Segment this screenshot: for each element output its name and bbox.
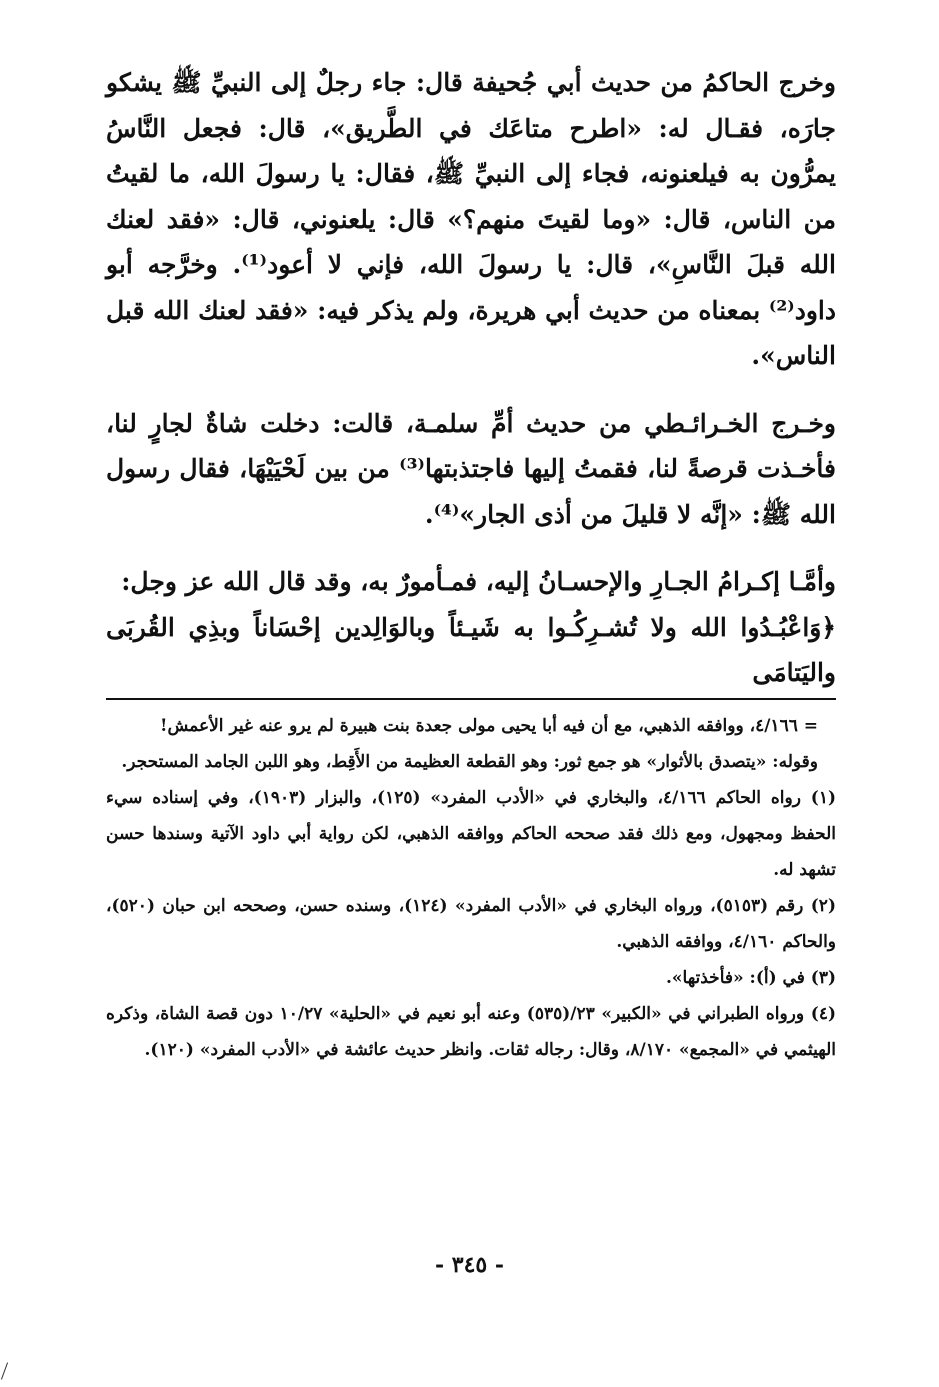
- paragraph-hakim-hadith: وخرج الحاكمُ من حديث أبي جُحيفة قال: جاء رجلٌ إلى النبيِّ ﷺ يشكو جارَه، فقـال له: «اطرح متاعَك في الطَّريق»، قال: فجعل النَّاسُ يمرُّون به فيلعنونه، فجاء إلى النبيِّ ﷺ، فقال: يا رسولَ الله، ما لقيتُ من الناس، قال: «وما لقيتَ منهم؟» قال: يلعنوني، قال: «فقد لعنك الله قبلَ النَّاسِ»، قال: يا رسولَ الله، فإني لا أعود⁽¹⁾. وخرَّجه أبو داود⁽²⁾ بمعناه من حديث أبي هريرة، ولم يذكر فيه: «فقد لعنك الله قبل الناس».: [106, 68, 836, 370]
- paragraph-honoring-neighbor: وأمَّـا إكـرامُ الجـارِ والإحسـانُ إليه، فمـأمورٌ به، وقد قال الله عز وجل:: [121, 567, 836, 596]
- footnote-1: [106, 780, 836, 888]
- footnote-3: [106, 960, 836, 996]
- footnote-continuation: = ٤/١٦٦، ووافقه الذهبي، مع أن فيه أبا يحيى مولى جعدة بنت هبيرة لم يرو عنه غير الأعمش!: [160, 715, 818, 736]
- footnote-marker: (١): [810, 787, 837, 808]
- footnote-marker: (٤): [810, 1003, 836, 1024]
- footnote-continuation-athwar: وقوله: «يتصدق بالأثوار» هو جمع ثور: وهو القطعة العظيمة من الأَقِط، وهو اللبن الجامد المستحجر.: [121, 751, 818, 772]
- footnote-text: في (أ): «فأخذتها».: [665, 967, 805, 988]
- scan-edge-mark: [1, 1362, 8, 1379]
- footnote-text: ورواه الطبراني في «الكبير» ٢٣/(٥٣٥) وعنه أبو نعيم في «الحلية» ١٠/٢٧ دون قصة الشاة، وذكره الهيثمي في «المجمع» ٨/١٧٠، وقال: رجاله ثقات. وانظر حديث عائشة في «الأدب المفرد» (١٢٠).: [106, 1003, 836, 1060]
- footnote-marker: (٢): [810, 895, 836, 916]
- footnote-4: [106, 996, 836, 1068]
- paragraph-kharaiti-hadith: وخـرج الخـرائـطي من حديث أمِّ سلمـة، قالت: دخلت شاةٌ لجارٍ لنا، فأخـذت قرصةً لنا، فقمتُ إليها فاجتذبتها⁽³⁾ من بين لَحْيَيْهَا، فقال رسول الله ﷺ: «إنَّه لا قليلَ من أذى الجار»⁽⁴⁾.: [106, 408, 836, 529]
- footnote-text: رواه الحاكم ٤/١٦٦، والبخاري في «الأدب المفرد» (١٢٥)، والبزار (١٩٠٣)، وفي إسناده سيء الحفظ ومجهول، ومع ذلك فقد صححه الحاكم ووافقه الذهبي، لكن رواية أبي داود الآتية وسندها حسن تشهد له.: [106, 787, 836, 880]
- footnote-text: رقم (٥١٥٣)، ورواه البخاري في «الأدب المفرد» (١٢٤)، وسنده حسن، وصححه ابن حبان (٥٢٠)، والحاكم ٤/١٦٠، ووافقه الذهبي.: [106, 895, 836, 952]
- page-number: - ٣٤٥ -: [434, 1252, 505, 1278]
- footnote-2: [106, 888, 836, 960]
- quran-verse-line: ﴿وَاعْبُـدُوا الله ولا تُشـرِكُـوا به شَيـئاً وبالوَالِدين إحْسَاناً وبذِي القُربَى واليَتامَى: [106, 612, 836, 687]
- footnote-marker: (٣): [810, 967, 836, 988]
- book-page: [106, 60, 836, 1068]
- main-text: [106, 60, 836, 696]
- footnotes-section: [106, 708, 836, 1068]
- footnote-separator: [106, 698, 836, 700]
